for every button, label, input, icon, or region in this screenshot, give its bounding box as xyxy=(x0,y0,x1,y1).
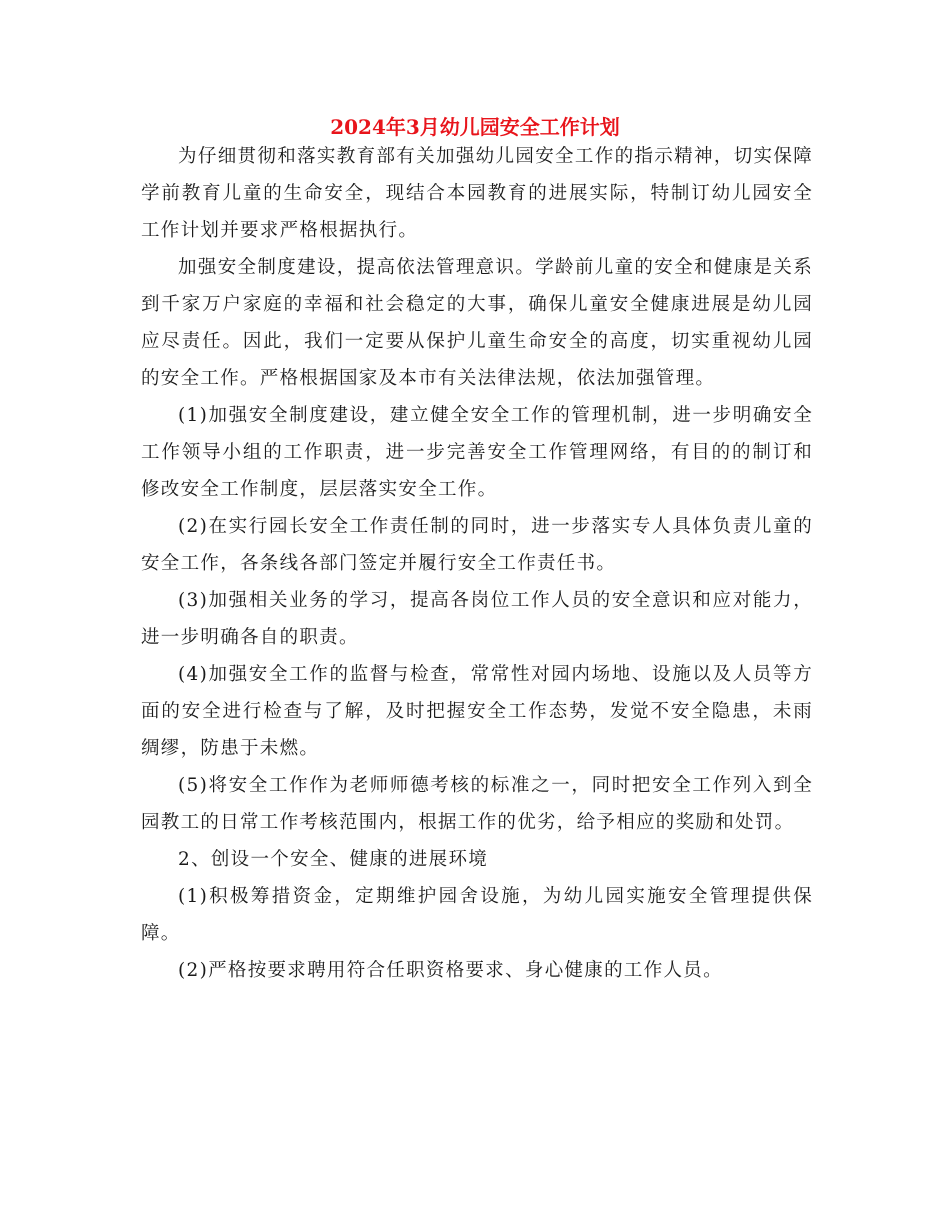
paragraph-section2-item-1: (1)积极筹措资金，定期维护园舍设施，为幼儿园实施安全管理提供保障。 xyxy=(141,886,813,944)
paragraph-item-1: (1)加强安全制度建设，建立健全安全工作的管理机制，进一步明确安全工作领导小组的工作职责，进一步完善安全工作管理网络，有目的的制订和修改安全工作制度，层层落实安全工作。 xyxy=(141,405,813,500)
paragraph-item-4: (4)加强安全工作的监督与检查，常常性对园内场地、设施以及人员等方面的安全进行检查与了解，及时把握安全工作态势，发觉不安全隐患，未雨绸缪，防患于未燃。 xyxy=(141,664,813,759)
document-title: 2024年3月幼儿园安全工作计划 xyxy=(330,115,620,139)
paragraph-section2-item-2: (2)严格按要求聘用符合任职资格要求、身心健康的工作人员。 xyxy=(178,960,723,981)
paragraph-safety-system: 加强安全制度建设，提高依法管理意识。学龄前儿童的安全和健康是关系到千家万户家庭的幸福和社会稳定的大事，确保儿童安全健康进展是幼儿园应尽责任。因此，我们一定要从保护儿童生命安全的高度，切实重视幼儿园的安全工作。严格根据国家及本市有关法律法规，依法加强管理。 xyxy=(141,257,813,389)
paragraph-intro: 为仔细贯彻和落实教育部有关加强幼儿园安全工作的指示精神，切实保障学前教育儿童的生命安全，现结合本园教育的进展实际，特制订幼儿园安全工作计划并要求严格根据执行。 xyxy=(141,146,813,241)
paragraph-item-5: (5)将安全工作作为老师师德考核的标准之一，同时把安全工作列入到全园教工的日常工作考核范围内，根据工作的优劣，给予相应的奖励和处罚。 xyxy=(141,775,813,833)
paragraph-item-2: (2)在实行园长安全工作责任制的同时，进一步落实专人具体负责儿童的安全工作，各条线各部门签定并履行安全工作责任书。 xyxy=(141,516,813,574)
document-body xyxy=(141,138,813,989)
section-heading-2: 2、创设一个安全、健康的进展环境 xyxy=(178,849,489,870)
paragraph-item-3: (3)加强相关业务的学习，提高各岗位工作人员的安全意识和应对能力，进一步明确各自的职责。 xyxy=(141,590,813,648)
